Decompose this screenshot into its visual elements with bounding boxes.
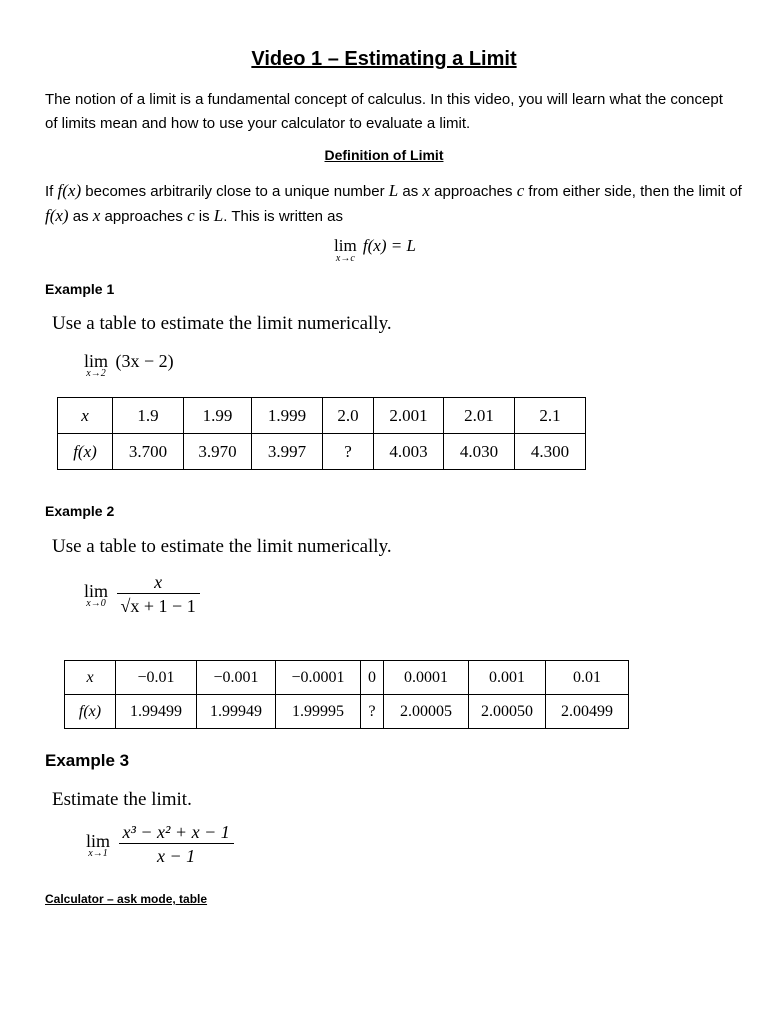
- table-cell: 3.997: [252, 434, 323, 470]
- def-text-part: approaches: [100, 208, 188, 225]
- lim-word: lim: [84, 580, 109, 601]
- lim-operator: [84, 581, 108, 609]
- lim-operator: [86, 831, 110, 859]
- def-text-part: If: [45, 183, 58, 200]
- table-cell: 1.99995: [276, 695, 361, 729]
- fraction-denominator: √x + 1 − 1: [117, 593, 200, 617]
- table-cell: 4.003: [374, 434, 444, 470]
- table-row-label: x: [65, 661, 116, 695]
- definition-heading: Definition of Limit: [324, 147, 444, 163]
- def-text-part: from either side, then the limit of: [524, 183, 742, 200]
- fraction-numerator: x³ − x² + x − 1: [122, 822, 230, 842]
- def-c: c: [516, 181, 525, 200]
- example1-prompt: Use a table to estimate the limit numerically.: [52, 313, 392, 334]
- table-row-label: x: [58, 398, 113, 434]
- table-cell: 2.00050: [469, 695, 546, 729]
- fraction: [117, 572, 200, 617]
- lim-operator: [334, 236, 357, 264]
- lim-operator: [84, 351, 108, 379]
- example2-table: [64, 660, 629, 729]
- table-row-label: f(x): [65, 695, 116, 729]
- example1-heading: Example 1: [45, 281, 115, 297]
- example2-prompt: Use a table to estimate the limit numerically.: [52, 536, 392, 557]
- table-cell: 2.01: [444, 398, 515, 434]
- table-cell: −0.0001: [276, 661, 361, 695]
- intro-paragraph: The notion of a limit is a fundamental concept of calculus. In this video, you will learn what the concept of limits mean and how to use your calculator to evaluate a limit.: [45, 91, 723, 132]
- lim-subscript: x→1: [88, 847, 108, 859]
- table-cell: 3.700: [113, 434, 184, 470]
- def-text-part: is: [194, 208, 214, 225]
- calculator-note: Calculator – ask mode, table: [45, 892, 208, 906]
- example2-limit: [84, 572, 200, 617]
- def-text-part: as: [68, 208, 93, 225]
- table-cell: ?: [361, 695, 384, 729]
- table-cell: 3.970: [184, 434, 252, 470]
- table-cell: 0.0001: [384, 661, 469, 695]
- table-cell: 0.01: [546, 661, 629, 695]
- lim-word: lim: [84, 351, 109, 371]
- lim-subscript: x→2: [86, 368, 106, 379]
- example3-prompt: Estimate the limit.: [52, 789, 192, 810]
- lim-subscript: x→0: [86, 597, 106, 609]
- def-text-part: approaches: [429, 183, 517, 200]
- example2-heading: Example 2: [45, 503, 115, 519]
- table-cell: −0.01: [116, 661, 197, 695]
- table-cell: 0: [361, 661, 384, 695]
- def-c: c: [187, 206, 195, 225]
- table-cell: 2.0: [323, 398, 374, 434]
- definition-limit-formula: [334, 236, 416, 264]
- page-title: Video 1 – Estimating a Limit: [251, 48, 517, 70]
- def-fx: f(x): [45, 206, 69, 225]
- table-cell: 1.999: [252, 398, 323, 434]
- def-L: L: [388, 181, 399, 200]
- lim-subscript: x→c: [335, 253, 355, 264]
- table-cell: 2.001: [374, 398, 444, 434]
- table-cell: 4.300: [515, 434, 586, 470]
- table-row-fx: [65, 695, 629, 729]
- lim-word: lim: [334, 236, 357, 255]
- def-fx: f(x): [57, 181, 82, 200]
- table-cell: 1.9: [113, 398, 184, 434]
- lim-word: lim: [86, 830, 111, 851]
- table-row-x: [58, 398, 586, 434]
- example1-table: [57, 397, 586, 470]
- table-cell: −0.001: [197, 661, 276, 695]
- example3-heading: Example 3: [45, 751, 130, 770]
- def-x: x: [422, 181, 430, 200]
- def-L: L: [213, 206, 224, 225]
- example3-limit: [86, 822, 234, 867]
- table-cell: 1.99949: [197, 695, 276, 729]
- lim-expression: (3x − 2): [115, 351, 174, 371]
- table-cell: 2.1: [515, 398, 586, 434]
- def-text-part: as: [398, 183, 423, 200]
- def-text-part: becomes arbitrarily close to a unique number: [81, 183, 389, 200]
- def-x: x: [92, 206, 101, 225]
- table-row-fx: [58, 434, 586, 470]
- table-cell: 1.99499: [116, 695, 197, 729]
- table-cell: 0.001: [469, 661, 546, 695]
- definition-text: [45, 179, 745, 229]
- fraction-denominator: x − 1: [119, 843, 234, 867]
- table-cell: 2.00499: [546, 695, 629, 729]
- table-row-label: f(x): [58, 434, 113, 470]
- fraction-numerator: x: [154, 572, 163, 592]
- table-cell: 4.030: [444, 434, 515, 470]
- fraction: [119, 822, 234, 867]
- table-cell: 1.99: [184, 398, 252, 434]
- table-cell: ?: [323, 434, 374, 470]
- table-cell: 2.00005: [384, 695, 469, 729]
- lim-expression: f(x) = L: [362, 236, 416, 255]
- def-text-part: . This is written as: [223, 208, 344, 225]
- table-row-x: [65, 661, 629, 695]
- example1-limit: [84, 351, 174, 379]
